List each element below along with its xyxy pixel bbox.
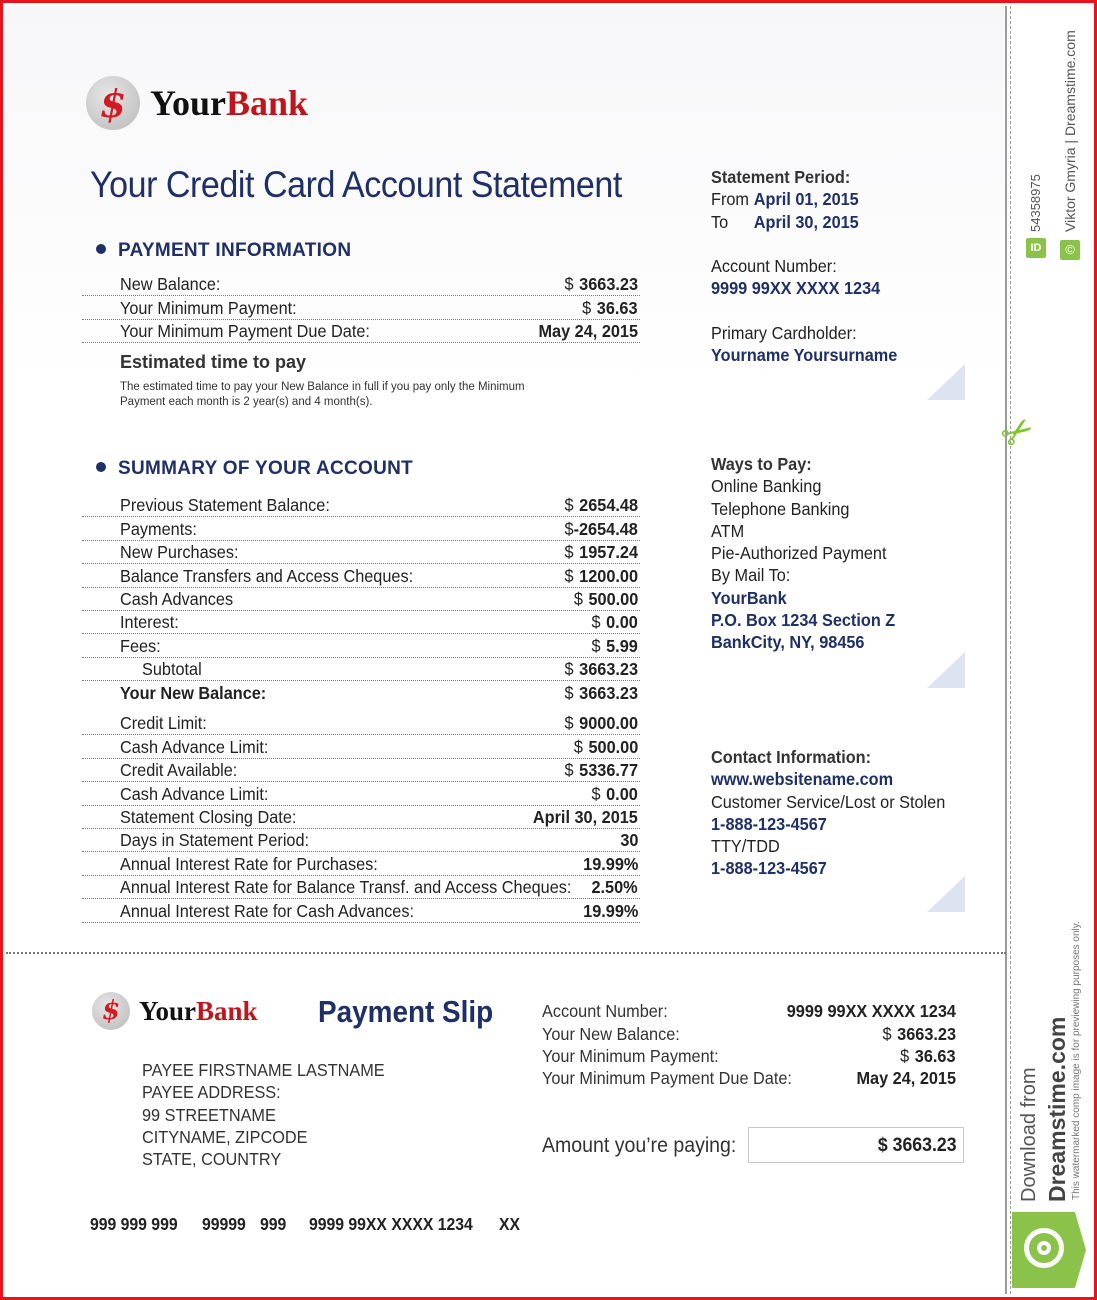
perforation-horizontal	[6, 952, 1006, 954]
table-row: Days in Statement Period: 30	[82, 829, 640, 852]
cardholder-block: Primary Cardholder: Yourname Yoursurname	[711, 323, 898, 366]
table-row: Your Minimum Payment: $ 36.63	[82, 296, 640, 319]
table-row: Annual Interest Rate for Purchases: 19.99%	[82, 852, 640, 875]
copyright-icon: ©	[1060, 240, 1080, 260]
bullet-icon	[96, 462, 106, 472]
list-item: Your Minimum Payment Due Date: May 24, 2015	[542, 1068, 956, 1089]
estimated-time-title: Estimated time to pay	[120, 352, 307, 372]
dollar-logo-icon: $	[92, 992, 130, 1030]
micr-code: 999	[260, 1214, 287, 1234]
table-row: Subtotal $ 3663.23	[82, 658, 640, 681]
statement-period-block: Statement Period: From April 01, 2015 To April 30, 2015	[711, 167, 859, 232]
corner-fold-decoration	[927, 364, 965, 400]
image-id-number: 54358975	[1028, 174, 1043, 232]
table-row: Interest: $ 0.00	[82, 611, 640, 634]
website-link[interactable]: www.websitename.com	[711, 769, 894, 790]
account-number-block: Account Number: 9999 99XX XXXX 1234	[711, 256, 881, 299]
bank-name: YourBank	[139, 995, 258, 1026]
table-row: Balance Transfers and Access Cheques: $ 1200.00	[82, 564, 640, 587]
micr-code: 9999 99XX XXXX 1234	[309, 1214, 473, 1234]
slip-bank-logo	[92, 992, 258, 1030]
list-item: Your Minimum Payment: $ 36.63	[542, 1045, 956, 1066]
micr-code: XX	[499, 1214, 521, 1234]
page-title: Your Credit Card Account Statement	[90, 164, 622, 205]
payee-address: PAYEE FIRSTNAME LASTNAME PAYEE ADDRESS: 99 STREETNAME CITYNAME, ZIPCODE STATE, COUNTRY	[142, 1060, 385, 1170]
summary-heading: SUMMARY OF YOUR ACCOUNT	[96, 458, 413, 480]
ways-to-pay-block: Ways to Pay: Online Banking Telephone Banking ATM Pie-Authorized Payment By Mail To: YourBank P.O. Box 1234 Section Z BankCity, NY, 98456	[711, 454, 896, 653]
table-row: Cash Advance Limit: $ 0.00	[82, 782, 640, 805]
id-badge: ID	[1026, 238, 1046, 258]
micr-code: 999 999 999	[90, 1214, 178, 1234]
table-row: Fees: $ 5.99	[82, 634, 640, 657]
amount-paying-field[interactable]: $ 3663.23	[748, 1127, 964, 1163]
table-row: Payments: $-2654.48	[82, 517, 640, 540]
payment-info-table	[82, 273, 640, 343]
dreamstime-brand: Dreamstime.com	[1044, 1016, 1070, 1202]
table-row: Your Minimum Payment Due Date: May 24, 2015	[82, 320, 640, 343]
table-row: Annual Interest Rate for Balance Transf. and Access Cheques: 2.50%	[82, 876, 640, 899]
limits-table	[82, 712, 640, 923]
author-credit: Viktor Gmyria | Dreamstime.com	[1062, 30, 1078, 232]
scissors-icon: ✂	[993, 406, 1044, 460]
perforation-vertical	[1010, 6, 1011, 1294]
list-item: Your New Balance: $ 3663.23	[542, 1023, 956, 1044]
list-item: Account Number: 9999 99XX XXXX 1234	[542, 1001, 956, 1022]
slip-summary	[542, 1000, 956, 1089]
bullet-icon	[96, 244, 106, 254]
corner-fold-decoration	[927, 876, 965, 912]
estimated-time-text: The estimated time to pay your New Balance in full if you pay only the Minimum Payment each month is 2 year(s) and 4 month(s).	[120, 381, 525, 408]
download-from-text: Download from	[1018, 1067, 1040, 1202]
table-row: New Purchases: $ 1957.24	[82, 541, 640, 564]
bank-logo	[86, 76, 308, 130]
contact-block: Contact Information: www.websitename.com Customer Service/Lost or Stolen 1-888-123-4567 TTY/TDD 1-888-123-4567	[711, 747, 946, 879]
dollar-logo-icon: $	[86, 76, 140, 130]
dreamstime-logo-icon	[1012, 1212, 1086, 1288]
table-row: Your New Balance: $ 3663.23	[120, 682, 638, 703]
table-row: Credit Available: $ 5336.77	[82, 759, 640, 782]
payment-slip-title: Payment Slip	[318, 994, 494, 1029]
summary-table	[82, 494, 640, 704]
table-row: Statement Closing Date: April 30, 2015	[82, 806, 640, 829]
watermark-notice: This watermarked comp image is for previewing purposes only.	[1071, 921, 1082, 1200]
corner-fold-decoration	[927, 652, 965, 688]
table-row: Cash Advances $ 500.00	[82, 588, 640, 611]
table-row: Annual Interest Rate for Cash Advances: 19.99%	[82, 899, 640, 922]
bank-name: YourBank	[150, 83, 309, 123]
table-row: Previous Statement Balance: $ 2654.48	[82, 494, 640, 517]
amount-paying-label: Amount you’re paying:	[542, 1134, 737, 1157]
table-row: New Balance: $ 3663.23	[82, 273, 640, 296]
table-row: Credit Limit: $ 9000.00	[82, 712, 640, 735]
payment-info-heading: PAYMENT INFORMATION	[96, 240, 351, 262]
table-row: Cash Advance Limit: $ 500.00	[82, 735, 640, 758]
micr-code: 99999	[202, 1214, 246, 1234]
page-edge-line	[1005, 6, 1007, 1294]
